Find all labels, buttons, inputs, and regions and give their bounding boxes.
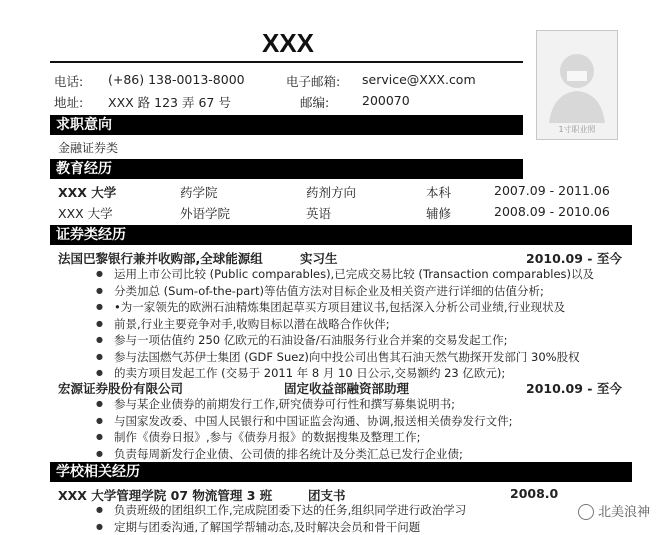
job-company: 宏源证券股份有限公司 — [58, 379, 183, 397]
watermark-text: 北美浪神 — [598, 505, 650, 520]
campus-role: 团支书 — [308, 486, 346, 504]
section-header-education: 教育经历 — [50, 159, 523, 179]
job-period: 2010.09 - 至今 — [526, 379, 622, 397]
edu-major: 英语 — [306, 204, 331, 222]
bullet-item: ● 分类加总 (Sum-of-the-part)等估值方法对目标企业及相关资产进行详细的估值分析; — [96, 283, 594, 300]
section-header-campus: 学校相关经历 — [50, 462, 632, 482]
header-divider — [50, 61, 523, 63]
edu-college: 药学院 — [180, 183, 218, 201]
job-company: 法国巴黎银行兼并收购部,全球能源组 — [58, 249, 263, 267]
campus-period: 2008.0 — [510, 486, 558, 501]
objective-text: 金融证券类 — [58, 139, 118, 156]
job-bullet-list — [96, 396, 513, 462]
resume-name: XXX — [262, 28, 314, 59]
bullet-item: ● 制作《债券日报》,参与《债券月报》的数据搜集及整理工作; — [96, 429, 513, 446]
bullet-item: ● 运用上市公司比较 (Public comparables),已完成交易比较 (Transaction comparables)以及 — [96, 266, 594, 283]
profile-photo — [536, 30, 618, 140]
zip-value: 200070 — [362, 93, 410, 108]
edu-degree: 本科 — [426, 183, 451, 201]
address-label: 地址: — [54, 93, 83, 111]
job-role: 实习生 — [300, 249, 338, 267]
bullet-item: ● 前景,行业主要竞争对手,收购目标以潜在战略合作伙伴; — [96, 316, 594, 333]
bullet-item: ● 与国家发改委、中国人民银行和中国证监会沟通、协调,报送相关债券发行文件; — [96, 413, 513, 430]
job-bullet-list — [96, 266, 594, 382]
edu-college: 外语学院 — [180, 204, 230, 222]
edu-period: 2008.09 - 2010.06 — [494, 204, 610, 219]
edu-school: XXX 大学 — [58, 183, 116, 201]
zip-label: 邮编: — [300, 93, 329, 111]
bullet-item: ● •为一家领先的欧洲石油精炼集团起草买方项目建议书,包括深入分析公司业绩,行业现状及 — [96, 299, 594, 316]
edu-degree: 辅修 — [426, 204, 451, 222]
bullet-item: ● 负责每周新发行企业债、公司债的排名统计及分类汇总已发行企业债; — [96, 446, 513, 463]
phone-value: (+86) 138-0013-8000 — [108, 72, 245, 87]
email-value: service@XXX.com — [362, 72, 476, 87]
avatar-silhouette-icon — [537, 31, 617, 139]
section-header-objective: 求职意向 — [50, 115, 523, 135]
section-header-securities: 证券类经历 — [50, 225, 632, 245]
job-role: 固定收益部融资部助理 — [284, 379, 409, 397]
edu-school: XXX 大学 — [58, 204, 113, 222]
bullet-item: ● 参与法国燃气苏伊士集团 (GDF Suez)向中投公司出售其石油天然气勘探开发部门 30%股权 — [96, 349, 594, 366]
watermark — [578, 501, 650, 521]
edu-major: 药剂方向 — [306, 183, 356, 201]
edu-period: 2007.09 - 2011.06 — [494, 183, 610, 198]
photo-caption: 1寸职业照 — [537, 124, 617, 135]
email-label: 电子邮箱: — [286, 72, 340, 90]
campus-org: XXX 大学管理学院 07 物流管理 3 班 — [58, 486, 272, 504]
bullet-item: ● 参与某企业债券的前期发行工作,研究债券可行性和撰写募集说明书; — [96, 396, 513, 413]
address-value: XXX 路 123 弄 67 号 — [108, 93, 231, 111]
bullet-item: ● 定期与团委沟通,了解国学帮辅动态,及时解决会员和骨干问题 — [96, 519, 466, 535]
phone-label: 电话: — [54, 72, 83, 90]
bullet-item: ● 参与一项估值约 250 亿欧元的石油设备/石油服务行业合并案的交易发起工作; — [96, 332, 594, 349]
bullet-item: ● 的卖方项目发起工作 (交易于 2011 年 8 月 10 日公示,交易额约 23 亿欧元); — [96, 365, 594, 382]
bullet-item: ● 负责班级的团组织工作,完成院团委下达的任务,组织同学进行政治学习 — [96, 502, 466, 519]
campus-bullet-list — [96, 502, 466, 535]
job-period: 2010.09 - 至今 — [526, 249, 622, 267]
wechat-logo-icon — [578, 504, 594, 520]
